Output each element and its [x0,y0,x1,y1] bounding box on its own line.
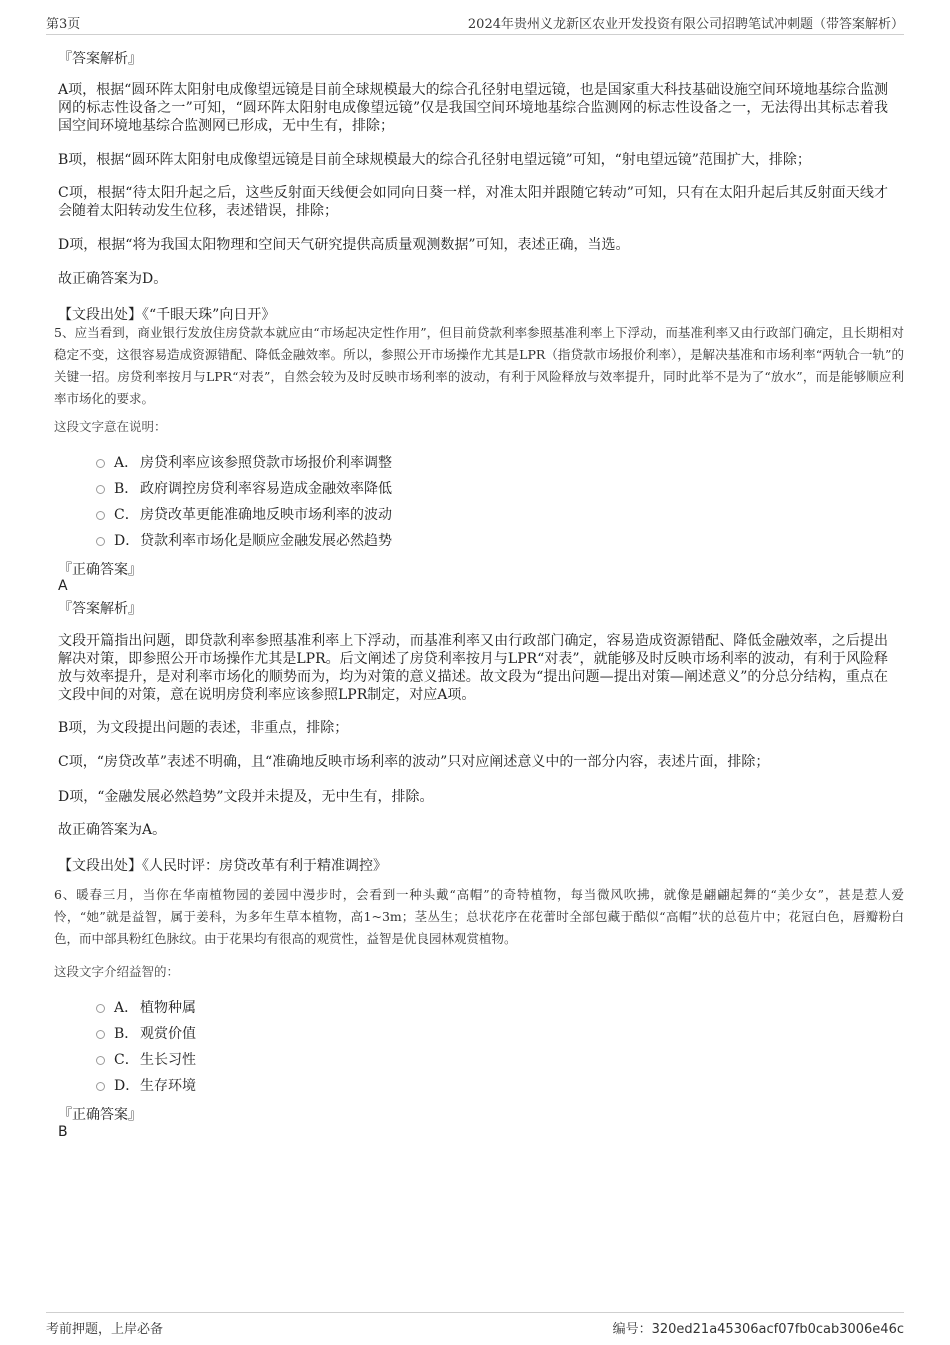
option-c[interactable] [96,1047,196,1071]
analysis-label: 『答案解析』 [58,601,142,617]
option-key: B． [114,1026,139,1042]
option-key: C． [114,507,139,523]
analysis-paragraph: A项，根据“圆环阵太阳射电成像望远镜是目前全球规模最大的综合孔径射电望远镜，也是国家重大科技基础设施空间环境地基综合监测网的标志性设备之一”可知，“圆环阵太阳射电成像望远镜”仅是我国空间环境地基综合监测网的标志性设备之一，无法得出其标志着我国空间环境地基综合监测网已形成，无中生有，排除； [58,82,888,134]
option-key: C． [114,1052,139,1068]
correct-answer-label: 『正确答案』 [58,1107,142,1123]
analysis-label: 『答案解析』 [58,51,142,67]
document-title: 2024年贵州义龙新区农业开发投资有限公司招聘笔试冲刺题（带答案解析） [467,17,904,32]
page-footer [46,1312,904,1337]
option-key: B． [114,481,139,497]
analysis-paragraph: 文段开篇指出问题，即贷款利率参照基准利率上下浮动，而基准利率又由行政部门确定，容易造成资源错配、降低金融效率，之后提出解决对策，即参照公开市场操作尤其是LPR。后文阐述了房贷利率按月与LPR“对表”，就能够及时反映市场利率的波动，有利于风险释放与效率提升，是对利率市场化的顺势而为，均为对策的意义描述。故文段为“提出问题—提出对策—阐述意义”的分总分结构，重点在文段中间的对策，意在说明房贷利率应该参照LPR制定，对应A项。 [58,633,888,703]
option-text: 观赏价值 [140,1026,196,1042]
option-a[interactable] [96,995,196,1019]
correct-answer-label: 『正确答案』 [58,562,142,578]
option-b[interactable] [96,1021,196,1045]
analysis-conclusion: 故正确答案为D。 [58,271,168,287]
option-text: 生长习性 [140,1052,196,1068]
option-text: 房贷利率应该参照贷款市场报价利率调整 [140,455,392,471]
option-key: D． [114,1078,140,1094]
passage-source: 【文段出处】《“千眼天珠”向日开》 [58,307,276,323]
option-text: 政府调控房贷利率容易造成金融效率降低 [140,481,392,497]
correct-answer: B [58,1124,68,1140]
radio-button[interactable] [96,1030,105,1039]
page-number: 第3页 [46,17,81,32]
footer-slogan: 考前押题，上岸必备 [46,1322,164,1337]
question-stem: 5、应当看到，商业银行发放住房贷款本就应由“市场起决定性作用”，但目前贷款利率参照基准利率上下浮动，而基准利率又由行政部门确定，且长期相对稳定不变，这很容易造成资源错配、降低金融效率。所以，参照公开市场操作尤其是LPR（指贷款市场报价利率），是解决基准和市场利率“两轨合一轨”的关键一招。房贷利率按月与LPR“对表”，自然会较为及时反映市场利率的波动，有利于风险释放与效率提升，同时此举不是为了“放水”，而是能够顺应利率市场化的要求。 [54,325,904,406]
radio-button[interactable] [96,537,105,546]
radio-button[interactable] [96,485,105,494]
option-d[interactable] [96,528,392,552]
option-a[interactable] [96,450,392,474]
option-text: 房贷改革更能准确地反映市场利率的波动 [140,507,392,523]
radio-button[interactable] [96,459,105,468]
option-c[interactable] [96,502,392,526]
document-id-label: 编号： [612,1322,652,1337]
radio-button[interactable] [96,1004,105,1013]
analysis-paragraph: B项，为文段提出问题的表述，非重点，排除； [58,720,349,736]
document-id [613,1318,904,1337]
option-text: 生存环境 [140,1078,196,1094]
radio-button[interactable] [96,511,105,520]
radio-button[interactable] [96,1082,105,1091]
correct-answer: A [58,578,68,594]
option-text: 植物种属 [140,1000,196,1016]
question-stem: 6、暖春三月，当你在华南植物园的姜园中漫步时，会看到一种头戴“高帽”的奇特植物，每当微风吹拂，就像是翩翩起舞的“美少女”，甚是惹人爱怜，“她”就是益智，属于姜科，为多年生草本植物，高1~3m；茎丛生；总状花序在花蕾时全部包藏于酷似“高帽”状的总苞片中；花冠白色，唇瓣粉白色，而中部具粉红色脉纹。由于花果均有很高的观赏性，益智是优良园林观赏植物。 [54,887,904,946]
analysis-paragraph: C项，“房贷改革”表述不明确，且“准确地反映市场利率的波动”只对应阐述意义中的一部分内容，表述片面，排除； [58,754,770,770]
analysis-conclusion: 故正确答案为A。 [58,822,167,838]
option-key: A． [114,455,139,471]
radio-button[interactable] [96,1056,105,1065]
document-id-value: 320ed21a45306acf07fb0cab3006e46c [651,1322,904,1337]
option-key: D． [114,533,140,549]
option-text: 贷款利率市场化是顺应金融发展必然趋势 [140,533,392,549]
page-header [46,12,904,35]
question-prompt: 这段文字介绍益智的： [54,964,180,979]
analysis-paragraph: B项，根据“圆环阵太阳射电成像望远镜是目前全球规模最大的综合孔径射电望远镜”可知，“射电望远镜”范围扩大，排除； [58,152,811,168]
passage-source: 【文段出处】《人民时评：房贷改革有利于精准调控》 [58,858,387,874]
analysis-paragraph: C项，根据“待太阳升起之后，这些反射面天线便会如同向日葵一样，对准太阳并跟随它转动”可知，只有在太阳升起后其反射面天线才会随着太阳转动发生位移，表述错误，排除； [58,185,888,219]
analysis-paragraph: D项，“金融发展必然趋势”文段并未提及，无中生有，排除。 [58,789,434,805]
option-d[interactable] [96,1073,196,1097]
analysis-paragraph: D项，根据“将为我国太阳物理和空间天气研究提供高质量观测数据”可知，表述正确，当选。 [58,237,630,253]
option-b[interactable] [96,476,392,500]
question-prompt: 这段文字意在说明： [54,419,167,434]
option-key: A． [114,1000,139,1016]
